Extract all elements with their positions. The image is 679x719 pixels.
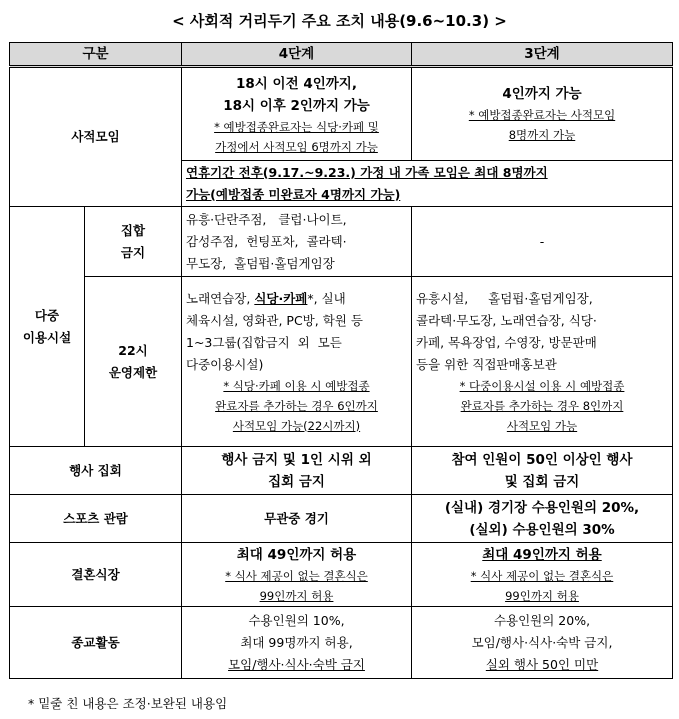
text-line: 다중이용시설) xyxy=(186,356,264,372)
text-line: 연휴기간 전후(9.17.~9.23.) 가정 내 가족 모임은 최대 8명까지 xyxy=(186,164,548,180)
note-line: 사적모임 가능 xyxy=(506,418,578,433)
note-line: 8명까지 가능 xyxy=(508,128,576,142)
cell-ban-l4 xyxy=(182,207,412,277)
cell-sports-l3 xyxy=(412,495,673,543)
note-line: * 예방접종완료자는 식당·카페 및 xyxy=(214,120,379,134)
text-line: 등을 위한 직접판매홍보관 xyxy=(416,356,557,372)
page-title: < 사회적 거리두기 주요 조치 내용(9.6~10.3) > xyxy=(172,12,507,30)
text-line: 모임/행사·식사·숙박 금지, xyxy=(471,634,613,650)
text-line: 무도장, 홀덤펍·홀덤게임장 xyxy=(186,255,335,271)
table-row xyxy=(10,67,673,161)
cell-wedding-l4 xyxy=(182,543,412,607)
text-line: 행사 금지 및 1인 시위 외 xyxy=(221,451,372,468)
text-line: 체육시설, 영화관, PC방, 학원 등 xyxy=(186,312,363,328)
text-line: 22시 xyxy=(118,342,148,358)
text-line: 실외 행사 50인 미만 xyxy=(485,656,599,672)
row-label-private-gathering: 사적모임 xyxy=(10,67,182,207)
header-category: 구분 xyxy=(10,43,182,67)
text-line: 콜라텍·무도장, 노래연습장, 식당· xyxy=(416,312,597,328)
text-line: 이용시설 xyxy=(22,329,72,345)
text-line: (실내) 경기장 수용인원의 20%, xyxy=(444,499,640,516)
text-line: 다중 xyxy=(34,307,60,323)
cell-private-l4 xyxy=(182,67,412,161)
measures-table xyxy=(9,42,673,679)
table-row xyxy=(10,607,673,679)
cell-private-l3 xyxy=(412,67,673,161)
note-line: 완료자를 추가하는 경우 8인까지 xyxy=(460,398,624,413)
text-line: 및 집회 금지 xyxy=(504,473,580,490)
text-line xyxy=(186,288,407,310)
cell-events-l4 xyxy=(182,447,412,495)
text-line: 유흥시설, 홀덤펍·홀덤게임장, xyxy=(416,290,593,306)
text-line: 18시 이후 2인까지 가능 xyxy=(223,98,370,114)
text-line: 수용인원의 10%, xyxy=(248,612,345,628)
text-line: 가능(예방접종 미완료자 4명까지 가능) xyxy=(186,186,401,202)
cell-wedding-l3 xyxy=(412,543,673,607)
cell-limit-l4 xyxy=(182,277,412,447)
text-line: 4인까지 가능 xyxy=(502,86,582,102)
note-line: * 식당·카페 이용 시 예방접종 xyxy=(223,378,370,393)
text-line: 모임/행사·식사·숙박 금지 xyxy=(228,656,365,672)
cell-religion-l3 xyxy=(412,607,673,679)
text-line: 카페, 목욕장업, 수영장, 방문판매 xyxy=(416,334,597,350)
text-line: 집회 금지 xyxy=(268,473,325,490)
row-label-religion: 종교활동 xyxy=(10,607,182,679)
table-row xyxy=(10,207,673,277)
text-line: 수용인원의 20%, xyxy=(493,612,591,628)
cell-religion-l4 xyxy=(182,607,412,679)
text-line: 최대 49인까지 허용 xyxy=(482,546,602,563)
row-label-limit xyxy=(85,277,182,447)
row-label-wedding: 결혼식장 xyxy=(10,543,182,607)
note-line: * 예방접종완료자는 사적모임 xyxy=(468,108,616,122)
cell-limit-l3 xyxy=(412,277,673,447)
note-line: 완료자를 추가하는 경우 6인까지 xyxy=(215,398,378,413)
text-line: 감성주점, 헌팅포차, 콜라텍· xyxy=(186,233,347,249)
table-header-row xyxy=(10,43,673,67)
note-line: 99인까지 허용 xyxy=(505,588,579,603)
text-line: 운영제한 xyxy=(108,364,158,380)
text-line: 참여 인원이 50인 이상인 행사 xyxy=(451,451,633,468)
text-line: 최대 99명까지 허용, xyxy=(240,634,353,650)
cell-sports-l4: 무관중 경기 xyxy=(182,495,412,543)
header-level3: 3단계 xyxy=(412,43,673,67)
note-line: 99인까지 허용 xyxy=(259,588,334,603)
row-label-facilities xyxy=(10,207,85,447)
note-line: * 다중이용시설 이용 시 예방접종 xyxy=(459,378,625,393)
cell-holiday-note xyxy=(182,161,673,207)
footnote: * 밑줄 친 내용은 조정·보완된 내용임 xyxy=(28,696,228,711)
note-line: * 식사 제공이 없는 결혼식은 xyxy=(225,568,368,583)
table-row xyxy=(10,447,673,495)
row-label-ban xyxy=(85,207,182,277)
table-row xyxy=(10,543,673,607)
text-line: 최대 49인까지 허용 xyxy=(236,546,357,563)
text-fragment: 식당·카페 xyxy=(254,290,308,306)
table-row xyxy=(10,277,673,447)
text-line: 유흥·단란주점, 클럽·나이트, xyxy=(186,211,347,227)
note-line: 가정에서 사적모임 6명까지 가능 xyxy=(215,140,378,154)
cell-events-l3 xyxy=(412,447,673,495)
text-line: 금지 xyxy=(120,244,146,260)
text-fragment: 노래연습장, xyxy=(186,290,255,306)
text-fragment: *, 실내 xyxy=(307,290,346,306)
header-level4: 4단계 xyxy=(182,43,412,67)
table-row xyxy=(10,495,673,543)
row-label-sports: 스포츠 관람 xyxy=(10,495,182,543)
text-line: 집합 xyxy=(120,222,146,238)
text-line: 18시 이전 4인까지, xyxy=(236,76,357,92)
note-line: 사적모임 가능(22시까지) xyxy=(232,418,361,433)
cell-ban-l3: - xyxy=(412,207,673,277)
text-line: (실외) 수용인원의 30% xyxy=(469,521,615,538)
note-line: * 식사 제공이 없는 결혼식은 xyxy=(470,568,614,583)
text-line: 1~3그룹(집합금지 외 모든 xyxy=(186,334,342,350)
row-label-events: 행사 집회 xyxy=(10,447,182,495)
